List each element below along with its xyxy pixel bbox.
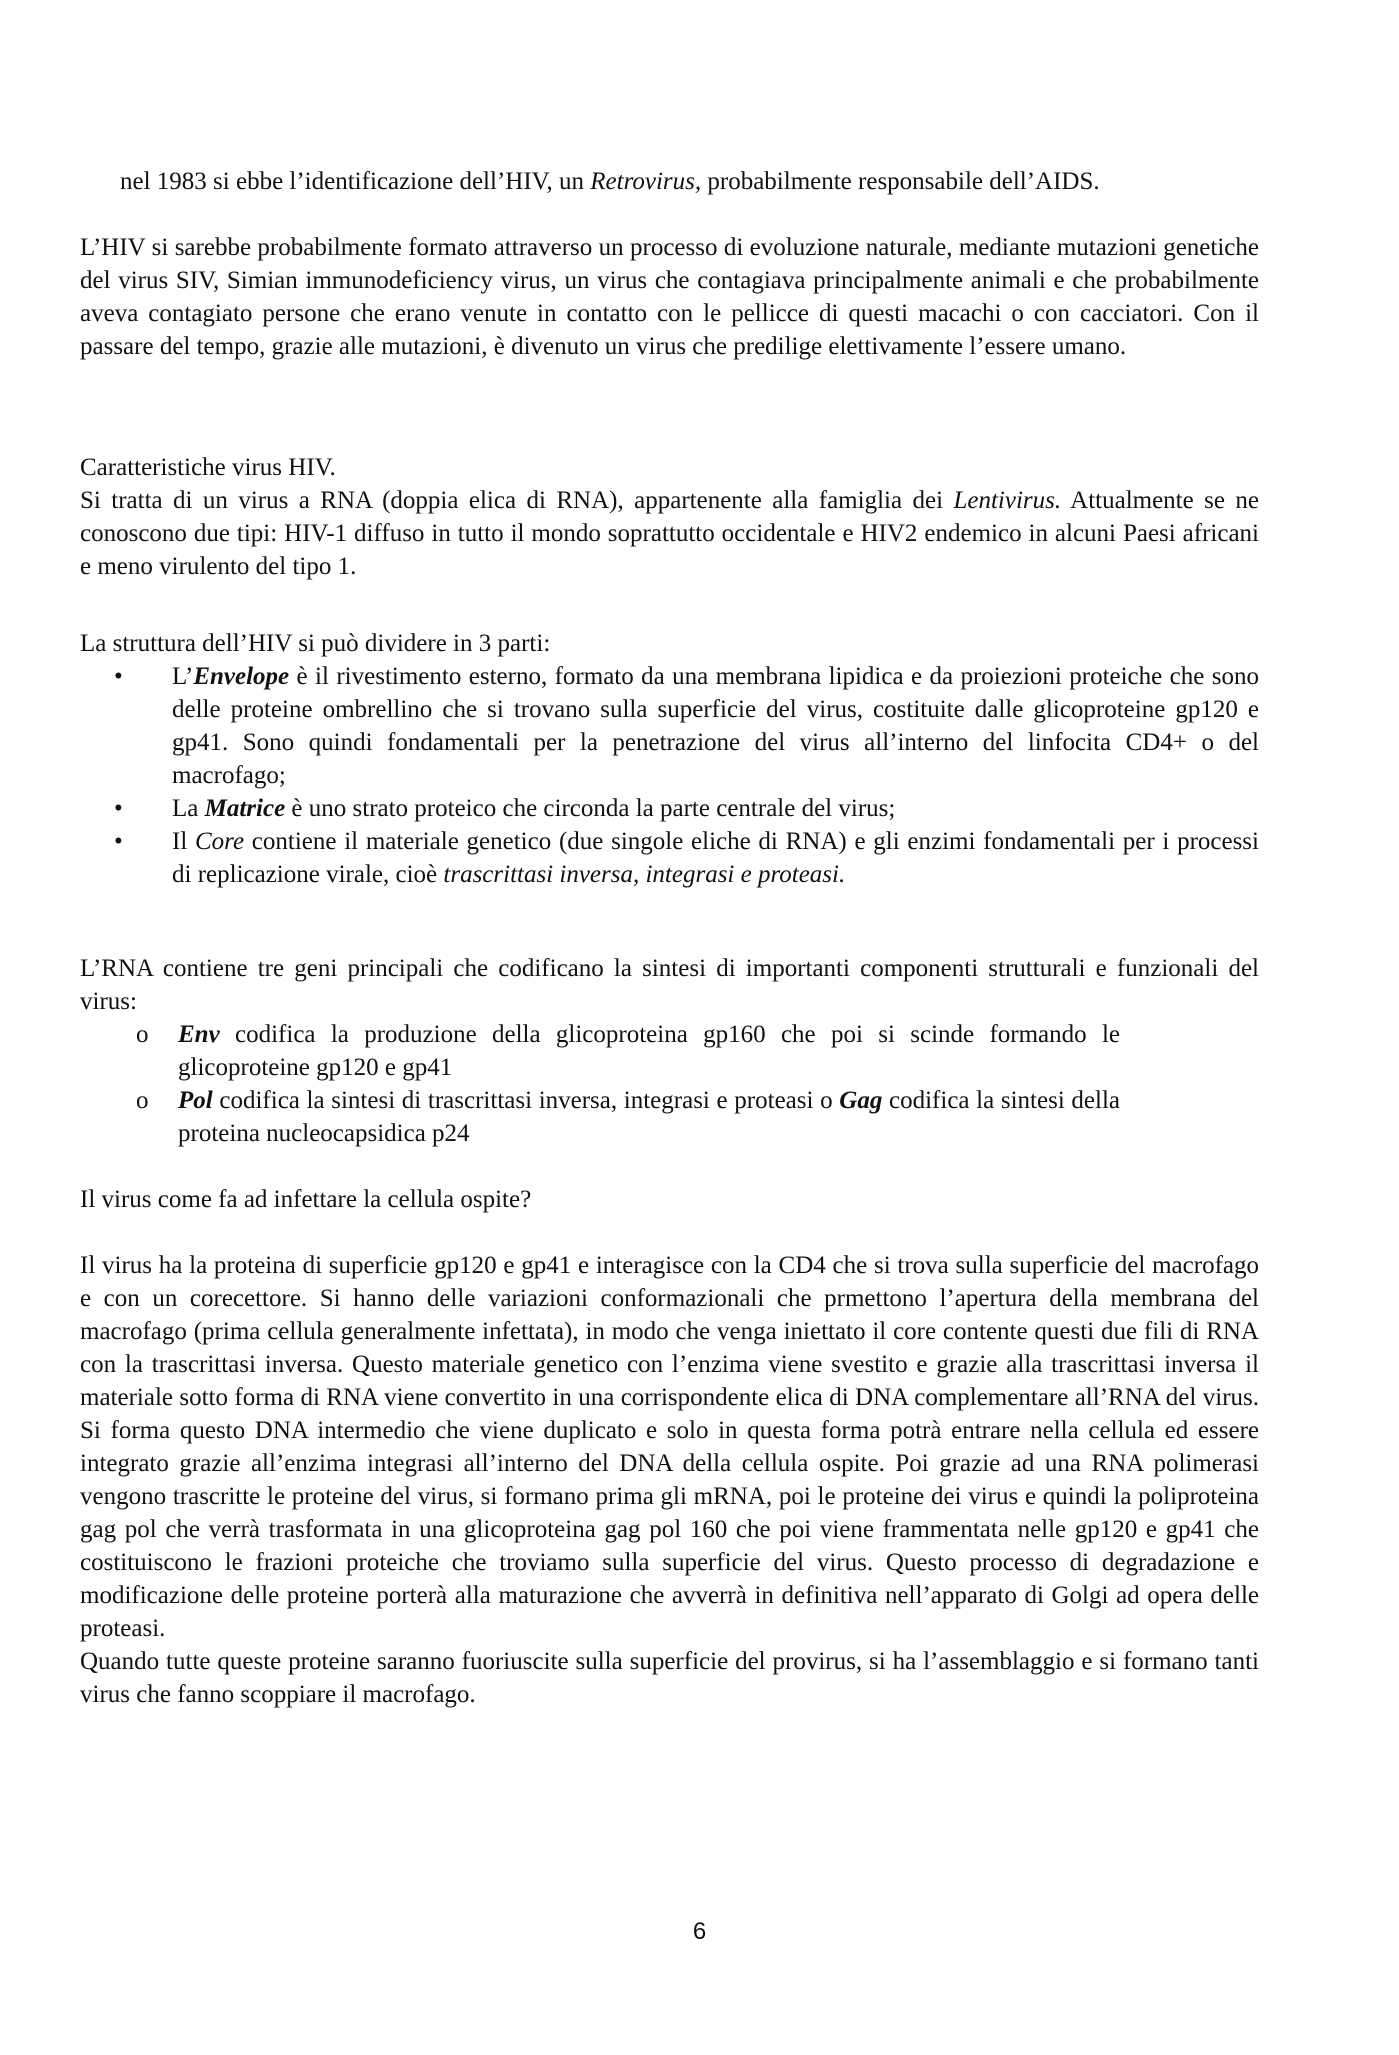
bullet-icon: • [114, 795, 123, 822]
gene-text: codifica la sintesi di trascrittasi inversa, integrasi e proteasi [212, 1087, 821, 1114]
bullet-icon: • [114, 663, 123, 690]
term-gag: Gag [839, 1087, 883, 1114]
list-item-core [80, 825, 1259, 891]
term-core: Core [195, 828, 245, 855]
inline-circle-bullet-icon: o [820, 1087, 833, 1114]
item-text: contiene il materiale genetico (due singole eliche di RNA) e gli enzimi fondamentali per i processi di replicazione virale, cioè [172, 828, 1259, 888]
characteristics-text-before: Si tratta di un virus a RNA (doppia elica di RNA), appartenente alla famiglia dei [80, 487, 954, 514]
characteristics-text-after: Attualmente se ne conoscono due tipi: HIV-1 diffuso in tutto il mondo soprattutto occidentale e HIV2 endemico in alcuni Paesi africani e meno virulento del tipo 1. [80, 487, 1259, 580]
circle-bullet-icon: o [136, 1087, 149, 1114]
characteristics-paragraph [80, 484, 1259, 583]
list-item-pol-gag [80, 1084, 1120, 1150]
item-prefix: L’ [172, 663, 194, 690]
rna-intro-paragraph: L’RNA contiene tre geni principali che codificano la sintesi di importanti componenti strutturali e funzionali del virus: [80, 955, 1259, 1015]
structure-list [80, 660, 1259, 891]
genes-list [80, 1018, 1120, 1150]
page-number: 6 [692, 1918, 707, 1945]
item-text: è uno strato proteico che circonda la parte centrale del virus; [285, 795, 896, 822]
gene-text: codifica la produzione della glicoproteina gp160 che poi si scinde formando le glicoproteine gp120 e gp41 [178, 1021, 1120, 1081]
term-env: Env [178, 1021, 220, 1048]
list-item-env [80, 1018, 1120, 1084]
characteristics-heading: Caratteristiche virus HIV. [80, 454, 336, 481]
infection-question: Il virus come fa ad infettare la cellula ospite? [80, 1186, 532, 1213]
intro-text-before: nel 1983 si ebbe l’identificazione dell’HIV, un [120, 168, 591, 195]
list-item-matrice [80, 792, 1259, 825]
circle-bullet-icon: o [136, 1021, 149, 1048]
gene-text-2: codifica la sintesi della proteina nucleocapsidica p24 [178, 1087, 1121, 1147]
infection-paragraph: Il virus ha la proteina di superficie gp120 e gp41 e interagisce con la CD4 che si trova sulla superficie del macrofago e con un corecettore. Si hanno delle variazioni conformazionali che prmettono l’apertura della membrana del macrofago (prima cellula generalmente infettata), in modo che venga iniettato il core contente questi due fili di RNA con la trascrittasi inversa. Questo materiale genetico con l’enzima viene svestito e grazie alla trascrittasi inversa il materiale sotto forma di RNA viene convertito in una corrispondente elica di DNA complementare all’RNA del virus. Si forma questo DNA intermedio che viene duplicato e solo in questa forma potrà entrare nella cellula ed essere integrato grazie all’enzima integrasi all’interno del DNA della cellula ospite. Poi grazie ad una RNA polimerasi vengono trascritte le proteine del virus, si formano prima gli mRNA, poi le proteine dei virus e quindi la poliproteina gag pol che verrà trasformata in una glicoproteina gag pol 160 che poi viene frammentata nelle gp120 e gp41 che costituiscono le frazioni proteiche che troviamo sulla superficie del virus. Questo processo di degradazione e modificazione delle proteine porterà alla maturazione che avverrà in definitiva nell’apparato di Golgi ad opera delle proteasi. [80, 1252, 1259, 1642]
bullet-icon: • [114, 828, 123, 855]
item-prefix: La [172, 795, 205, 822]
intro-text-after: probabilmente responsabile dell’AIDS. [701, 168, 1100, 195]
term-pol: Pol [178, 1087, 213, 1114]
history-paragraph: L’HIV si sarebbe probabilmente formato attraverso un processo di evoluzione naturale, mediante mutazioni genetiche del virus SIV, Simian immunodeficiency virus, un virus che contagiava principalmente animali e che probabilmente aveva contagiato persone che erano venute in contatto con le pellicce di questi macachi o con cacciatori. Con il passare del tempo, grazie alle mutazioni, è divenuto un virus che predilige elettivamente l’essere umano. [80, 234, 1259, 360]
item-italic-enzymes: trascrittasi inversa, integrasi e proteasi. [443, 861, 846, 888]
item-prefix: Il [172, 828, 195, 855]
intro-italic-term: Retrovirus, [590, 168, 702, 195]
term-matrice: Matrice [204, 795, 286, 822]
intro-continuation [120, 165, 1259, 198]
assembly-paragraph: Quando tutte queste proteine saranno fuoriuscite sulla superficie del provirus, si ha l’assemblaggio e si formano tanti virus che fanno scoppiare il macrofago. [80, 1648, 1259, 1708]
structure-intro: La struttura dell’HIV si può dividere in 3 parti: [80, 630, 551, 657]
item-text: è il rivestimento esterno, formato da una membrana lipidica e da proiezioni proteiche che sono delle proteine ombrellino che si trovano sulla superficie del virus, costituite dalle glicoproteine gp120 e gp41. Sono quindi fondamentali per la penetrazione del virus all’interno del linfocita CD4+ o del macrofago; [172, 663, 1259, 789]
term-envelope: Envelope [193, 663, 290, 690]
list-item-envelope [80, 660, 1259, 792]
characteristics-italic-term: Lentivirus. [953, 487, 1062, 514]
